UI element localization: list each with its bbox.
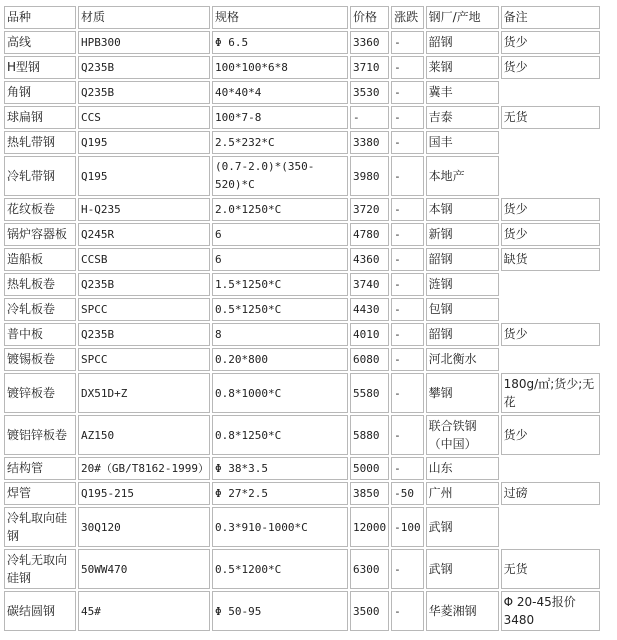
cell-spec: Φ 50-95 <box>212 591 348 631</box>
cell-name: 高线 <box>4 31 76 54</box>
cell-name: 普中板 <box>4 323 76 346</box>
cell-change: - <box>391 591 424 631</box>
table-row <box>4 248 600 271</box>
cell-mill: 包钢 <box>426 298 499 321</box>
table-row <box>4 131 600 154</box>
cell-change: - <box>391 156 424 196</box>
cell-price: 12000 <box>350 507 389 547</box>
cell-price: 3850 <box>350 482 389 505</box>
cell-change: - <box>391 31 424 54</box>
cell-mill: 华菱湘钢 <box>426 591 499 631</box>
cell-material: AZ150 <box>78 415 210 455</box>
cell-price: 3980 <box>350 156 389 196</box>
table-row <box>4 273 600 296</box>
cell-price: 6080 <box>350 348 389 371</box>
cell-name: 花纹板卷 <box>4 198 76 221</box>
cell-note <box>501 156 600 196</box>
table-row <box>4 348 600 371</box>
cell-material: H-Q235 <box>78 198 210 221</box>
cell-spec: 2.5*232*C <box>212 131 348 154</box>
cell-note: 180g/㎡;货少;无花 <box>501 373 600 413</box>
cell-mill: 莱钢 <box>426 56 499 79</box>
cell-note <box>501 298 600 321</box>
cell-change: -50 <box>391 482 424 505</box>
cell-spec: (0.7-2.0)*(350-520)*C <box>212 156 348 196</box>
cell-spec: Φ 38*3.5 <box>212 457 348 480</box>
cell-note <box>501 348 600 371</box>
cell-name: 镀锌板卷 <box>4 373 76 413</box>
table-row <box>4 549 600 589</box>
cell-price: 3380 <box>350 131 389 154</box>
cell-change: - <box>391 198 424 221</box>
cell-note: 货少 <box>501 56 600 79</box>
cell-price: 3710 <box>350 56 389 79</box>
cell-name: 角钢 <box>4 81 76 104</box>
cell-price: 4360 <box>350 248 389 271</box>
cell-note <box>501 507 600 547</box>
cell-spec: 1.5*1250*C <box>212 273 348 296</box>
cell-spec: 0.5*1250*C <box>212 298 348 321</box>
cell-change: - <box>391 373 424 413</box>
cell-change: - <box>391 131 424 154</box>
cell-name: 冷轧带钢 <box>4 156 76 196</box>
cell-material: Q235B <box>78 81 210 104</box>
table-row <box>4 482 600 505</box>
cell-price: 4010 <box>350 323 389 346</box>
cell-price: 4430 <box>350 298 389 321</box>
cell-material: HPB300 <box>78 31 210 54</box>
cell-mill: 新钢 <box>426 223 499 246</box>
cell-name: 冷轧取向硅钢 <box>4 507 76 547</box>
cell-mill: 山东 <box>426 457 499 480</box>
cell-price: 5580 <box>350 373 389 413</box>
table-row <box>4 156 600 196</box>
header-mill: 钢厂/产地 <box>426 6 499 29</box>
cell-name: 碳结圆钢 <box>4 591 76 631</box>
cell-mill: 广州 <box>426 482 499 505</box>
cell-material: 45# <box>78 591 210 631</box>
cell-material: 50WW470 <box>78 549 210 589</box>
cell-price: 5000 <box>350 457 389 480</box>
cell-spec: 0.5*1200*C <box>212 549 348 589</box>
cell-change: -100 <box>391 507 424 547</box>
table-header-row <box>4 6 600 29</box>
table-row <box>4 223 600 246</box>
cell-material: Q245R <box>78 223 210 246</box>
cell-note: 货少 <box>501 198 600 221</box>
cell-mill: 本地产 <box>426 156 499 196</box>
cell-mill: 攀钢 <box>426 373 499 413</box>
cell-note <box>501 81 600 104</box>
table-row <box>4 591 600 631</box>
header-name: 品种 <box>4 6 76 29</box>
header-note: 备注 <box>501 6 600 29</box>
cell-mill: 韶钢 <box>426 323 499 346</box>
cell-name: H型钢 <box>4 56 76 79</box>
cell-mill: 国丰 <box>426 131 499 154</box>
cell-price: 3500 <box>350 591 389 631</box>
cell-change: - <box>391 273 424 296</box>
cell-name: 镀锡板卷 <box>4 348 76 371</box>
cell-mill: 河北衡水 <box>426 348 499 371</box>
cell-name: 冷轧无取向硅钢 <box>4 549 76 589</box>
cell-change: - <box>391 323 424 346</box>
cell-spec: 6 <box>212 223 348 246</box>
cell-mill: 联合铁钢（中国） <box>426 415 499 455</box>
cell-change: - <box>391 348 424 371</box>
cell-price: 3740 <box>350 273 389 296</box>
cell-mill: 韶钢 <box>426 31 499 54</box>
cell-mill: 本钢 <box>426 198 499 221</box>
cell-note: 货少 <box>501 415 600 455</box>
cell-change: - <box>391 415 424 455</box>
header-spec: 规格 <box>212 6 348 29</box>
cell-name: 球扁钢 <box>4 106 76 129</box>
cell-note: 无货 <box>501 549 600 589</box>
cell-material: DX51D+Z <box>78 373 210 413</box>
cell-material: Q235B <box>78 273 210 296</box>
cell-note <box>501 131 600 154</box>
cell-material: Q195-215 <box>78 482 210 505</box>
cell-change: - <box>391 56 424 79</box>
cell-price: 3360 <box>350 31 389 54</box>
cell-note <box>501 457 600 480</box>
cell-material: 20#（GB/T8162-1999） <box>78 457 210 480</box>
cell-note <box>501 273 600 296</box>
cell-spec: 40*40*4 <box>212 81 348 104</box>
cell-note: 货少 <box>501 223 600 246</box>
table-row <box>4 81 600 104</box>
cell-spec: 0.3*910-1000*C <box>212 507 348 547</box>
cell-spec: 100*7-8 <box>212 106 348 129</box>
cell-spec: 100*100*6*8 <box>212 56 348 79</box>
table-row <box>4 31 600 54</box>
cell-change: - <box>391 223 424 246</box>
cell-material: CCS <box>78 106 210 129</box>
cell-note: Φ 20-45报价3480 <box>501 591 600 631</box>
cell-spec: Φ 6.5 <box>212 31 348 54</box>
cell-note: 过磅 <box>501 482 600 505</box>
cell-price: 3530 <box>350 81 389 104</box>
table-row <box>4 56 600 79</box>
cell-material: 30Q120 <box>78 507 210 547</box>
cell-spec: 8 <box>212 323 348 346</box>
cell-name: 冷轧板卷 <box>4 298 76 321</box>
table-row <box>4 457 600 480</box>
cell-name: 焊管 <box>4 482 76 505</box>
cell-mill: 武钢 <box>426 507 499 547</box>
cell-name: 热轧带钢 <box>4 131 76 154</box>
cell-material: CCSB <box>78 248 210 271</box>
cell-change: - <box>391 549 424 589</box>
cell-mill: 冀丰 <box>426 81 499 104</box>
table-row <box>4 323 600 346</box>
cell-price: 5880 <box>350 415 389 455</box>
header-price: 价格 <box>350 6 389 29</box>
cell-name: 镀铝锌板卷 <box>4 415 76 455</box>
cell-mill: 吉泰 <box>426 106 499 129</box>
cell-change: - <box>391 81 424 104</box>
cell-material: Q235B <box>78 56 210 79</box>
cell-material: Q235B <box>78 323 210 346</box>
cell-material: SPCC <box>78 348 210 371</box>
cell-change: - <box>391 457 424 480</box>
table-row <box>4 298 600 321</box>
cell-name: 结构管 <box>4 457 76 480</box>
cell-price: 4780 <box>350 223 389 246</box>
header-material: 材质 <box>78 6 210 29</box>
cell-spec: 0.20*800 <box>212 348 348 371</box>
cell-name: 锅炉容器板 <box>4 223 76 246</box>
cell-price: 3720 <box>350 198 389 221</box>
cell-spec: 0.8*1000*C <box>212 373 348 413</box>
cell-change: - <box>391 298 424 321</box>
table-row <box>4 106 600 129</box>
cell-mill: 韶钢 <box>426 248 499 271</box>
cell-spec: 0.8*1250*C <box>212 415 348 455</box>
cell-note: 无货 <box>501 106 600 129</box>
cell-price: 6300 <box>350 549 389 589</box>
cell-change: - <box>391 248 424 271</box>
cell-material: Q195 <box>78 131 210 154</box>
steel-price-table <box>2 4 602 633</box>
cell-material: SPCC <box>78 298 210 321</box>
cell-material: Q195 <box>78 156 210 196</box>
cell-name: 造船板 <box>4 248 76 271</box>
cell-spec: 6 <box>212 248 348 271</box>
table-row <box>4 507 600 547</box>
header-change: 涨跌 <box>391 6 424 29</box>
table-row <box>4 373 600 413</box>
cell-note: 缺货 <box>501 248 600 271</box>
cell-name: 热轧板卷 <box>4 273 76 296</box>
cell-price: - <box>350 106 389 129</box>
table-row <box>4 198 600 221</box>
cell-note: 货少 <box>501 323 600 346</box>
table-row <box>4 415 600 455</box>
cell-mill: 武钢 <box>426 549 499 589</box>
cell-spec: 2.0*1250*C <box>212 198 348 221</box>
cell-change: - <box>391 106 424 129</box>
cell-note: 货少 <box>501 31 600 54</box>
cell-spec: Φ 27*2.5 <box>212 482 348 505</box>
cell-mill: 涟钢 <box>426 273 499 296</box>
